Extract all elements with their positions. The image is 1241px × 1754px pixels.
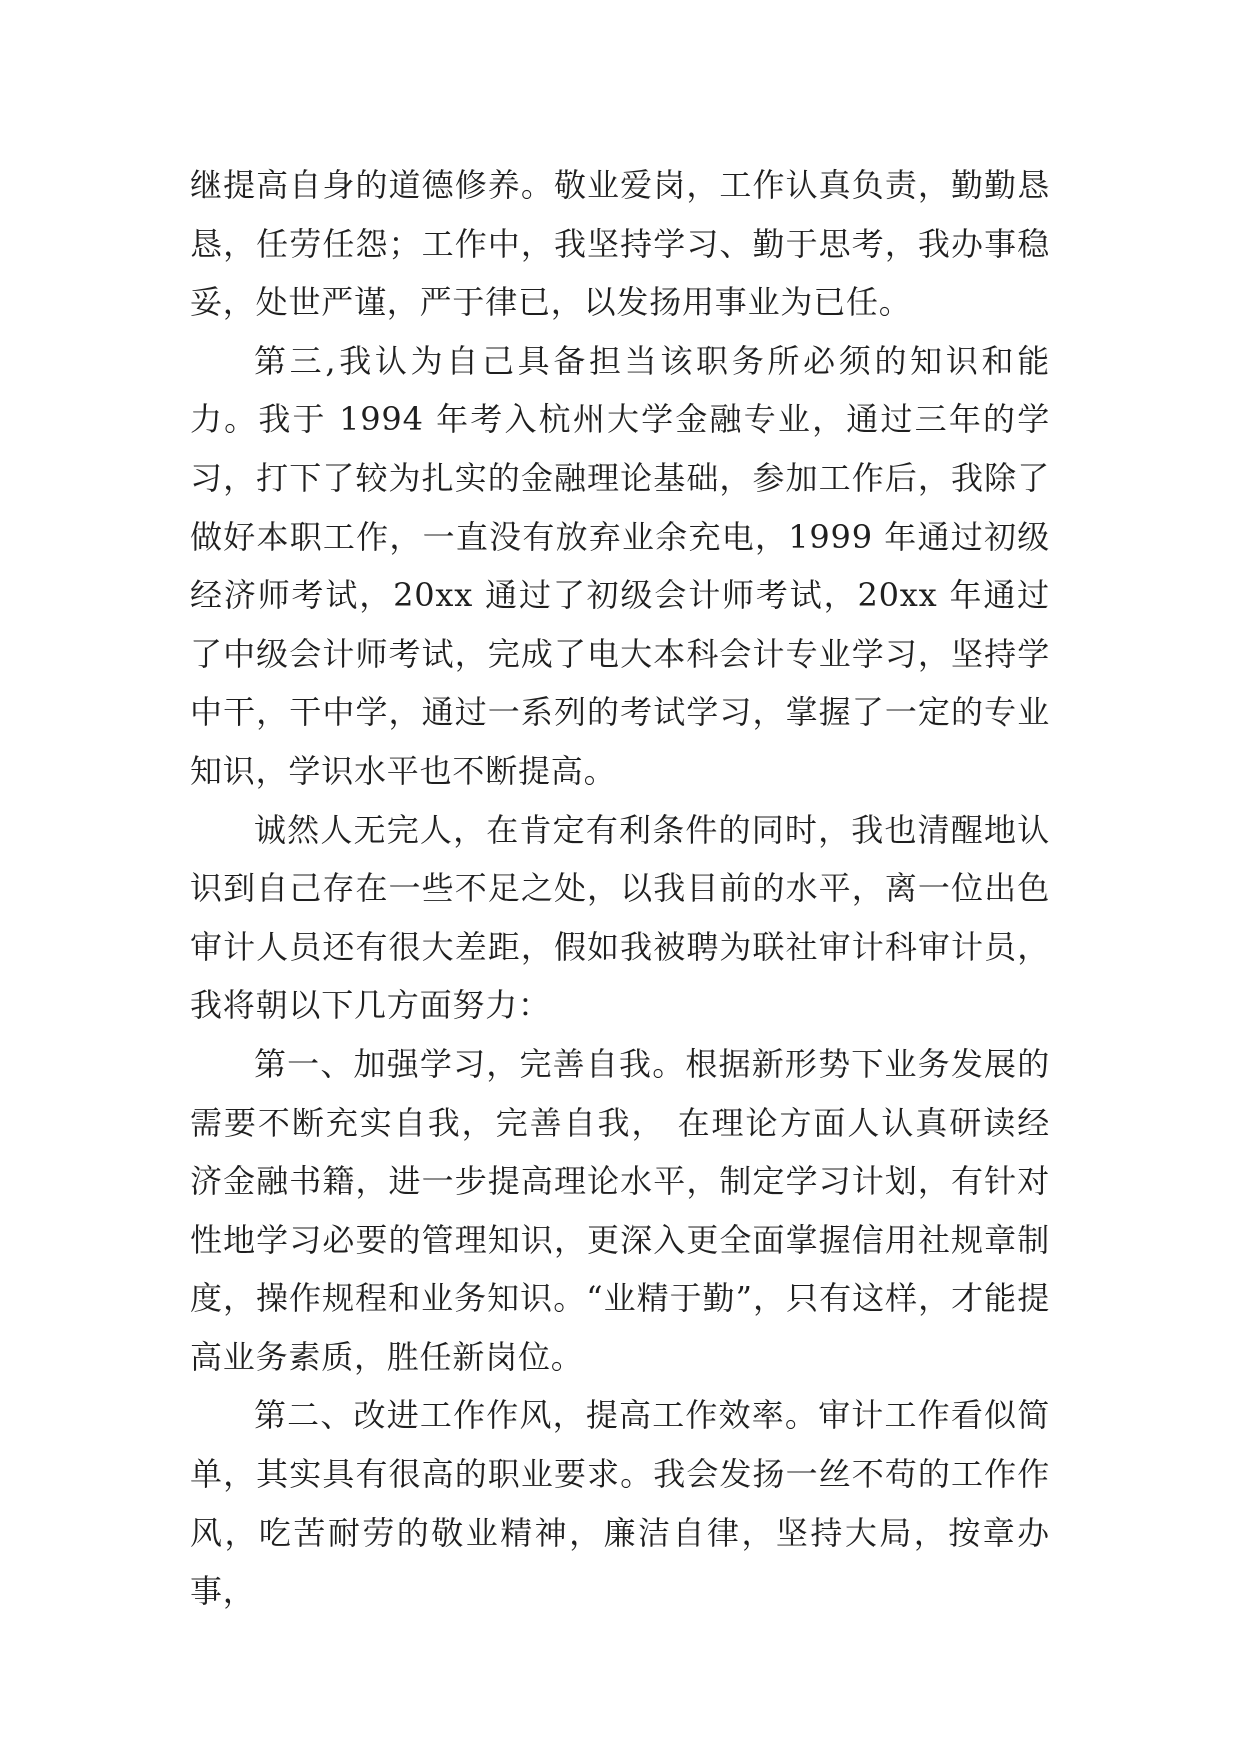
paragraph-second-effort: 第二、改进工作作风，提高工作效率。审计工作看似简单，其实具有很高的职业要求。我会发扬一丝不苟的工作作风，吃苦耐劳的敬业精神，廉洁自律，坚持大局，按章办事， <box>190 1396 1050 1611</box>
paragraph-shortcomings: 诚然人无完人，在肯定有利条件的同时，我也清醒地认识到自己存在一些不足之处，以我目前的水平，离一位出色审计人员还有很大差距，假如我被聘为联社审计科审计员，我将朝以下几方面努力： <box>190 810 1050 1025</box>
paragraph-first-effort: 第一、加强学习，完善自我。根据新形势下业务发展的需要不断充实自我，完善自我， 在理论方面人认真研读经济金融书籍，进一步提高理论水平，制定学习计划，有针对性地学习必要的管理知识，更深入更全面掌握信用社规章制度，操作规程和业务知识。“业精于勤”，只有这样，才能提高业务素质，胜任新岗位。 <box>190 1044 1050 1376</box>
paragraph-continuation: 继提高自身的道德修养。敬业爱岗，工作认真负责，勤勤恳恳，任劳任怨；工作中，我坚持学习、勤于思考，我办事稳妥，处世严谨，严于律已，以发扬用事业为已任。 <box>190 166 1050 322</box>
body-text <box>190 156 1050 1621</box>
paragraph-third-point: 第三,我认为自己具备担当该职务所必须的知识和能力。我于 1994 年考入杭州大学金融专业，通过三年的学习，打下了较为扎实的金融理论基础，参加工作后，我除了做好本职工作，一直没有放弃业余充电，1999 年通过初级经济师考试，20xx 通过了初级会计师考试，20xx 年通过了中级会计师考试，完成了电大本科会计专业学习，坚持学中干，干中学，通过一系列的考试学习，掌握了一定的专业知识，学识水平也不断提高。 <box>190 341 1050 790</box>
